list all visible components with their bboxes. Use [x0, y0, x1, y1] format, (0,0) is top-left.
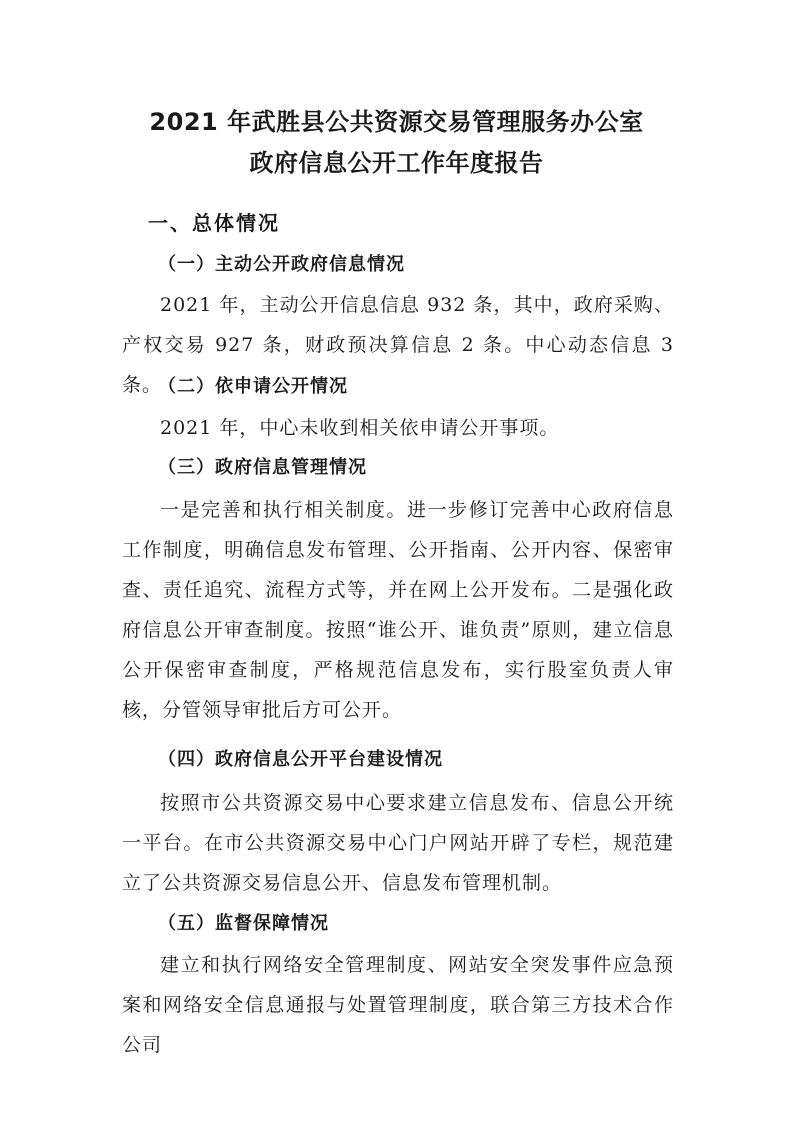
paragraph-supervision-guarantee: 建立和执行网络安全管理制度、网站安全突发事件应急预案和网络安全信息通报与处置管理制度，联合第三方技术合作公司 [122, 954, 674, 1056]
paragraph-application-disclosure: 2021 年，中心未收到相关依申请公开事项。 [160, 417, 560, 439]
subheading-supervision-guarantee: （五）监督保障情况 [158, 913, 329, 934]
subheading-information-management: （三）政府信息管理情况 [158, 457, 367, 478]
paragraph-information-management: 一是完善和执行相关制度。进一步修订完善中心政府信息工作制度，明确信息发布管理、公开指南、公开内容、保密审查、责任追究、流程方式等，并在网上公开发布。二是强化政府信息公开审查制度。按照“谁公开、谁负责”原则，建立信息公开保密审查制度，严格规范信息发布，实行股室负责人审核，分管领导审批后方可公开。 [122, 499, 674, 721]
report-title-line1: 2021 年武胜县公共资源交易管理服务办公室 [149, 108, 644, 136]
paragraph-proactive-disclosure: 2021 年，主动公开信息信息 932 条，其中，政府采购、产权交易 927 条，财政预决算信息 2 条。中心动态信息 3 条。 [122, 294, 674, 396]
report-title-line2: 政府信息公开工作年度报告 [249, 149, 544, 177]
subheading-proactive-disclosure: （一）主动公开政府信息情况 [158, 254, 405, 275]
section-heading-overall: 一、总体情况 [148, 211, 280, 235]
paragraph-platform-construction: 按照市公共资源交易中心要求建立信息发布、信息公开统一平台。在市公共资源交易中心门户网站开辟了专栏，规范建立了公共资源交易信息公开、信息发布管理机制。 [122, 792, 674, 894]
subheading-platform-construction: （四）政府信息公开平台建设情况 [158, 749, 443, 770]
subheading-application-disclosure: （二）依申请公开情况 [158, 376, 348, 397]
